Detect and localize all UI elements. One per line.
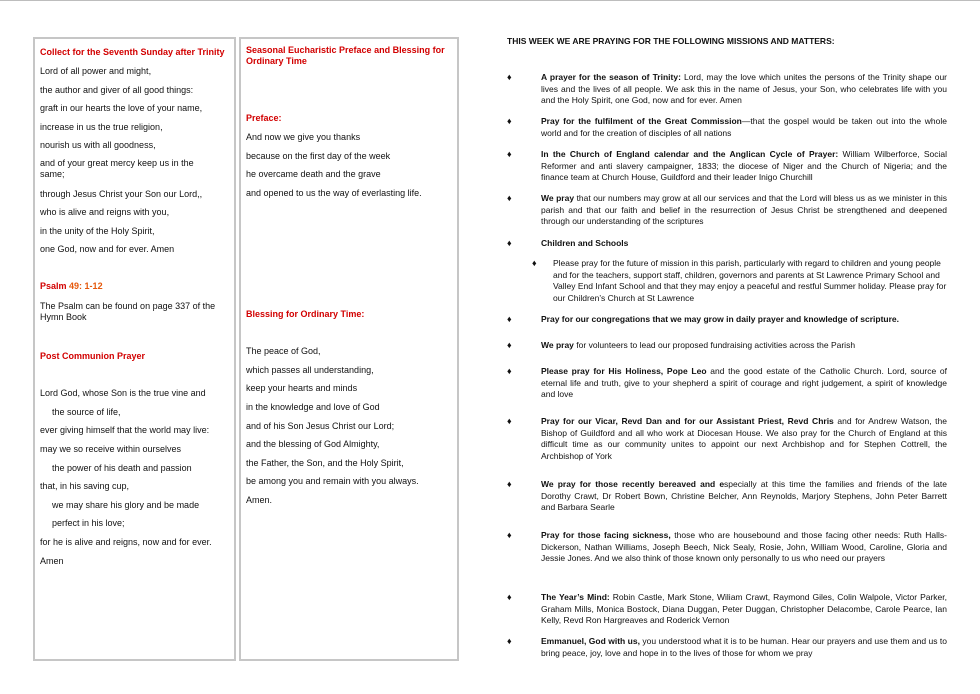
collect-line: one God, now and for ever. Amen bbox=[40, 244, 175, 254]
post-line: ever giving himself that the world may live: bbox=[40, 425, 210, 435]
prayer-item-text: Please pray for the future of mission in this parish, particularly with regard to children and young people and for the teachers, support staff, children, governors and parents at St Lawrence Primary School and Valley End Infant School and that they may enjoy a peaceful and restful Summer holiday. Please pray for our Children’s Church at St Lawrence bbox=[553, 258, 947, 303]
prayer-item-text: and for Andrew Watson, the Bishop of Guildford and all who work at Diocesan House. We also pray for the Church of England at this difficult time as our community unites to appoint our next Archbishop and for Stephen Cottrell, the Archbishop of York bbox=[541, 416, 947, 461]
blessing-line: and the blessing of God Almighty, bbox=[246, 439, 380, 449]
prayer-item-bold: We pray bbox=[541, 340, 574, 350]
prayer-sub-item bbox=[507, 258, 947, 304]
prayer-item bbox=[507, 340, 947, 352]
prayer-item-text: —that the gospel would be taken out into the whole world and for the creation of disciples of all nations bbox=[541, 116, 947, 138]
prayer-item bbox=[507, 366, 947, 401]
psalm-note: The Psalm can be found on page 337 of the Hymn Book bbox=[40, 301, 216, 322]
collect-line: who is alive and reigns with you, bbox=[40, 207, 170, 217]
prayer-item bbox=[507, 149, 947, 184]
prayer-item-bold: In the Church of England calendar and the Anglican Cycle of Prayer: bbox=[541, 149, 839, 159]
collect-line: and of your great mercy keep us in the same; bbox=[40, 158, 194, 179]
collect-panel bbox=[33, 37, 236, 661]
prayer-list-section bbox=[507, 36, 948, 658]
blessing-line: in the knowledge and love of God bbox=[246, 402, 380, 412]
post-line: the source of life, bbox=[52, 407, 121, 417]
post-communion-title: Post Communion Prayer bbox=[40, 351, 146, 361]
diamond-bullet-icon: ♦ bbox=[507, 636, 512, 646]
prayer-item-bold: Pray for our congregations that we may grow in daily prayer and knowledge of scripture. bbox=[541, 314, 900, 324]
collect-line: Lord of all power and might, bbox=[40, 66, 152, 76]
prayer-item-bold: Pray for those facing sickness, bbox=[541, 530, 671, 540]
preface-panel bbox=[239, 37, 459, 661]
prayer-item-bold: Pray for our Vicar, Revd Dan and for our Assistant Priest, Revd Chris bbox=[541, 416, 834, 426]
preface-section-title: Seasonal Eucharistic Preface and Blessing for Ordinary Time bbox=[246, 45, 445, 66]
psalm-label: Psalm bbox=[40, 281, 67, 291]
prayer-item-bold: A prayer for the season of Trinity: bbox=[541, 72, 681, 82]
preface-label: Preface: bbox=[246, 113, 282, 123]
prayer-item-text: specially at this time the families and friends of the late Dorothy Crawt, Dr Robert Bown, Christine Belcher, Ann Reynolds, Marjory Stephens, John Peter Barrett and Barbara Searle bbox=[541, 479, 947, 512]
prayer-item-text: for volunteers to lead our proposed fundraising activities across the Parish bbox=[573, 340, 856, 350]
diamond-bullet-icon: ♦ bbox=[507, 479, 512, 489]
blessing-line: be among you and remain with you always. bbox=[246, 476, 419, 486]
post-line: we may share his glory and be made bbox=[52, 500, 200, 510]
prayer-item bbox=[507, 636, 947, 659]
diamond-bullet-icon: ♦ bbox=[507, 592, 512, 602]
prayer-item bbox=[507, 314, 947, 326]
prayer-item-text: William Wilberforce, Social Reformer and anti slavery campaigner, 1833; the diocese of Niger and the Church of Nigeria; and the finance team at Church House, Guildford and their leader Inigo Churchill bbox=[541, 149, 948, 182]
prayer-item bbox=[507, 530, 947, 565]
post-line: the power of his death and passion bbox=[52, 463, 192, 473]
prayer-item-bold: Children and Schools bbox=[541, 238, 629, 248]
collect-line: nourish us with all goodness, bbox=[40, 140, 156, 150]
preface-line: And now we give you thanks bbox=[246, 132, 361, 142]
blessing-line: Amen. bbox=[246, 495, 273, 505]
preface-line: he overcame death and the grave bbox=[246, 169, 381, 179]
prayer-item bbox=[507, 72, 947, 107]
collect-line: graft in our hearts the love of your name, bbox=[40, 103, 203, 113]
prayer-item-text: Lord, may the love which unites the persons of the Trinity shape our lives and the lives of all people. We ask this in the name of Jesus, your Son, who celebrates life with you and the Holy Spirit, one God, now and for ever. Amen bbox=[541, 72, 948, 105]
post-line: may we so receive within ourselves bbox=[40, 444, 182, 454]
diamond-bullet-icon: ♦ bbox=[507, 530, 512, 540]
post-line: for he is alive and reigns, now and for ever. bbox=[40, 537, 212, 547]
blessing-line: and of his Son Jesus Christ our Lord; bbox=[246, 421, 395, 431]
psalm-ref: 49: 1-12 bbox=[69, 281, 103, 291]
post-line: Amen bbox=[40, 556, 64, 566]
diamond-bullet-icon: ♦ bbox=[507, 340, 512, 350]
prayer-item bbox=[507, 238, 947, 250]
prayer-item-bold: We pray for those recently bereaved and e bbox=[541, 479, 725, 489]
prayer-item bbox=[507, 116, 947, 139]
prayer-item-text: Robin Castle, Mark Stone, Wiliam Crawt, Raymond Giles, Colin Walpole, Victor Parker, Graham Mills, Monica Bostock, Diana Duggan, Peter Duggan, Christopher Delacombe, Carole Pearce, Ian Kelly, Revd Ron Hargreaves and Roderick Vernon bbox=[541, 592, 947, 625]
prayer-item bbox=[507, 416, 947, 462]
diamond-bullet-icon: ♦ bbox=[507, 366, 512, 376]
prayer-item-bold: We pray bbox=[541, 193, 575, 203]
prayer-item-text: that our numbers may grow at all our services and that the Lord will bless us as we minister in this parish and that our faith and belief in the resurrection of Jesus Christ be strengthened and deepened through our understanding of the scriptures bbox=[541, 193, 947, 226]
diamond-bullet-icon: ♦ bbox=[507, 416, 512, 426]
diamond-bullet-icon: ♦ bbox=[507, 238, 512, 248]
prayer-item-bold: Pray for the fulfilment of the Great Commission bbox=[541, 116, 742, 126]
post-line: perfect in his love; bbox=[52, 518, 125, 528]
diamond-bullet-icon: ♦ bbox=[507, 116, 512, 126]
collect-line: through Jesus Christ your Son our Lord,, bbox=[40, 189, 203, 199]
diamond-bullet-icon: ♦ bbox=[532, 258, 537, 268]
prayer-item-bold: Please pray for His Holiness, Pope Leo bbox=[541, 366, 707, 376]
blessing-line: The peace of God, bbox=[246, 346, 321, 356]
diamond-bullet-icon: ♦ bbox=[507, 72, 512, 82]
diamond-bullet-icon: ♦ bbox=[507, 314, 512, 324]
prayer-item-text: you understood what it is to be human. Hear our prayers and use them and us to bring peace, joy, love and hope in to the lives of those for whom we pray bbox=[541, 636, 947, 658]
prayer-list-heading: THIS WEEK WE ARE PRAYING FOR THE FOLLOWING MISSIONS AND MATTERS: bbox=[507, 36, 835, 46]
collect-line: in the unity of the Holy Spirit, bbox=[40, 226, 155, 236]
psalm-heading bbox=[40, 281, 103, 292]
prayer-item-text: those who are housebound and those facing other needs: Ruth Halls-Dickerson, Nathan Williams, Joseph Beech, Nick Sealy, Rosie, John, William Wood, Caroline, Gloria and Jessie Jones. And we also think of those known only personally to us who need our prayers bbox=[541, 530, 947, 563]
collect-title: Collect for the Seventh Sunday after Trinity bbox=[40, 47, 225, 57]
prayer-item bbox=[507, 592, 947, 627]
blessing-line: which passes all understanding, bbox=[246, 365, 374, 375]
blessing-label: Blessing for Ordinary Time: bbox=[246, 309, 365, 319]
collect-line: increase in us the true religion, bbox=[40, 122, 163, 132]
prayer-item-bold: Emmanuel, God with us, bbox=[541, 636, 640, 646]
prayer-item bbox=[507, 479, 947, 514]
post-line: Lord God, whose Son is the true vine and bbox=[40, 388, 206, 398]
blessing-line: the Father, the Son, and the Holy Spirit, bbox=[246, 458, 404, 468]
prayer-item bbox=[507, 193, 947, 228]
diamond-bullet-icon: ♦ bbox=[507, 193, 512, 203]
prayer-item-bold: The Year’s Mind: bbox=[541, 592, 610, 602]
prayer-item-text: and the good estate of the Catholic Church. Lord, source of eternal life and truth, give to your shepherd a spirit of courage and right judgement, a spirit of knowledge and love bbox=[541, 366, 947, 399]
preface-line: and opened to us the way of everlasting life. bbox=[246, 188, 422, 198]
blessing-line: keep your hearts and minds bbox=[246, 383, 358, 393]
collect-line: the author and giver of all good things: bbox=[40, 85, 194, 95]
post-line: that, in his saving cup, bbox=[40, 481, 130, 491]
top-rule bbox=[0, 0, 980, 1]
preface-line: because on the first day of the week bbox=[246, 151, 391, 161]
diamond-bullet-icon: ♦ bbox=[507, 149, 512, 159]
